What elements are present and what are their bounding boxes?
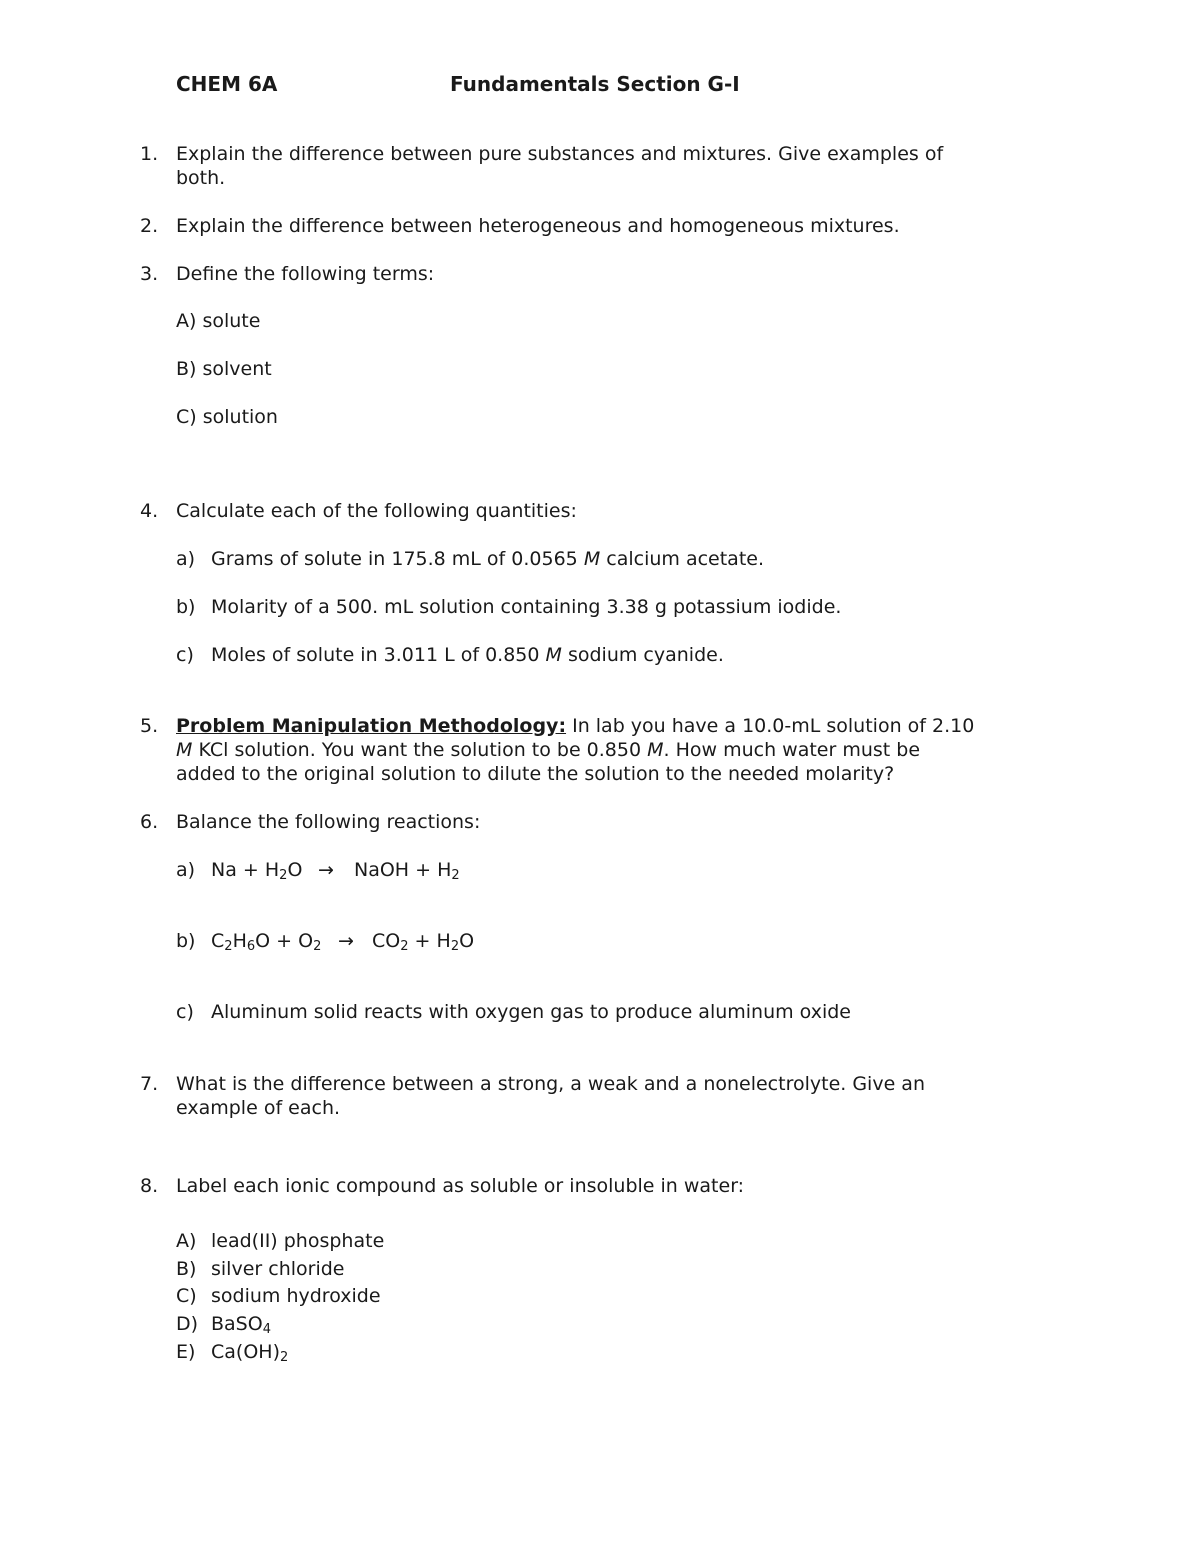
- question-8-number: 8.: [140, 1175, 159, 1197]
- question-7-line-2: example of each.: [176, 1097, 341, 1119]
- question-3-item-solvent: B) solvent: [176, 358, 272, 380]
- question-6b-label: b): [176, 930, 196, 952]
- question-8-item-a: lead(II) phosphate: [211, 1230, 385, 1252]
- question-4a-label: a): [176, 548, 196, 570]
- question-3-number: 3.: [140, 263, 159, 285]
- question-8-item-c: sodium hydroxide: [211, 1285, 381, 1307]
- question-5-number: 5.: [140, 715, 159, 737]
- question-7-line-1: What is the difference between a strong, a weak and a nonelectrolyte. Give an: [176, 1073, 925, 1095]
- question-1-line-2: both.: [176, 167, 226, 189]
- question-6a-label: a): [176, 859, 196, 881]
- question-3-text: Define the following terms:: [176, 263, 435, 285]
- page-title: Fundamentals Section G-I: [450, 72, 740, 96]
- question-6-number: 6.: [140, 811, 159, 833]
- question-8-label-c: C): [176, 1285, 197, 1307]
- question-5-line-3: added to the original solution to dilute the solution to the needed molarity?: [176, 763, 895, 785]
- question-4-text: Calculate each of the following quantities:: [176, 500, 577, 522]
- course-code: CHEM 6A: [176, 72, 278, 96]
- question-8-item-b: silver chloride: [211, 1258, 345, 1280]
- question-4c-text: Moles of solute in 3.011 L of 0.850 M sodium cyanide.: [211, 644, 724, 666]
- question-6c-text: Aluminum solid reacts with oxygen gas to produce aluminum oxide: [211, 1001, 851, 1023]
- question-5-heading: Problem Manipulation Methodology:: [176, 715, 567, 737]
- question-4b-label: b): [176, 596, 196, 618]
- question-3-item-solution: C) solution: [176, 406, 278, 428]
- question-6-text: Balance the following reactions:: [176, 811, 481, 833]
- question-3-item-solute: A) solute: [176, 310, 261, 332]
- equation-a-products: NaOH + $H_2$: [354, 859, 460, 883]
- question-4a-text: Grams of solute in 175.8 mL of 0.0565 M calcium acetate.: [211, 548, 764, 570]
- question-1-line-1: Explain the difference between pure substances and mixtures. Give examples of: [176, 143, 944, 165]
- question-8-label-a: A): [176, 1230, 197, 1252]
- question-5-line-1: Problem Manipulation Methodology: In lab you have a 10.0-mL solution of 2.10: [176, 715, 975, 737]
- reaction-arrow-icon: →: [338, 930, 354, 952]
- equation-a-reactants: $Na + H_2O$: [211, 859, 303, 883]
- reaction-arrow-icon: →: [318, 859, 334, 881]
- question-2-number: 2.: [140, 215, 159, 237]
- question-4b-text: Molarity of a 500. mL solution containing 3.38 g potassium iodide.: [211, 596, 842, 618]
- question-8-label-d: D): [176, 1313, 199, 1335]
- question-8-label-e: E): [176, 1341, 196, 1363]
- question-4c-label: c): [176, 644, 194, 666]
- question-5-line-2: M KCl solution. You want the solution to be 0.850 M. How much water must be: [176, 739, 921, 761]
- question-8-text: Label each ionic compound as soluble or insoluble in water:: [176, 1175, 745, 1197]
- question-8-item-d: BaSO$_4$: [211, 1313, 271, 1337]
- question-8-item-e: $Ca(OH)_2$: [211, 1341, 289, 1365]
- equation-b-reactants: $C_2H_6O + O_2$: [211, 930, 322, 954]
- question-2-text: Explain the difference between heterogeneous and homogeneous mixtures.: [176, 215, 900, 237]
- question-7-number: 7.: [140, 1073, 159, 1095]
- equation-b-products: $CO_2 + H_2O$: [372, 930, 475, 954]
- question-6c-label: c): [176, 1001, 194, 1023]
- question-4-number: 4.: [140, 500, 159, 522]
- question-1-number: 1.: [140, 143, 159, 165]
- question-8-label-b: B): [176, 1258, 197, 1280]
